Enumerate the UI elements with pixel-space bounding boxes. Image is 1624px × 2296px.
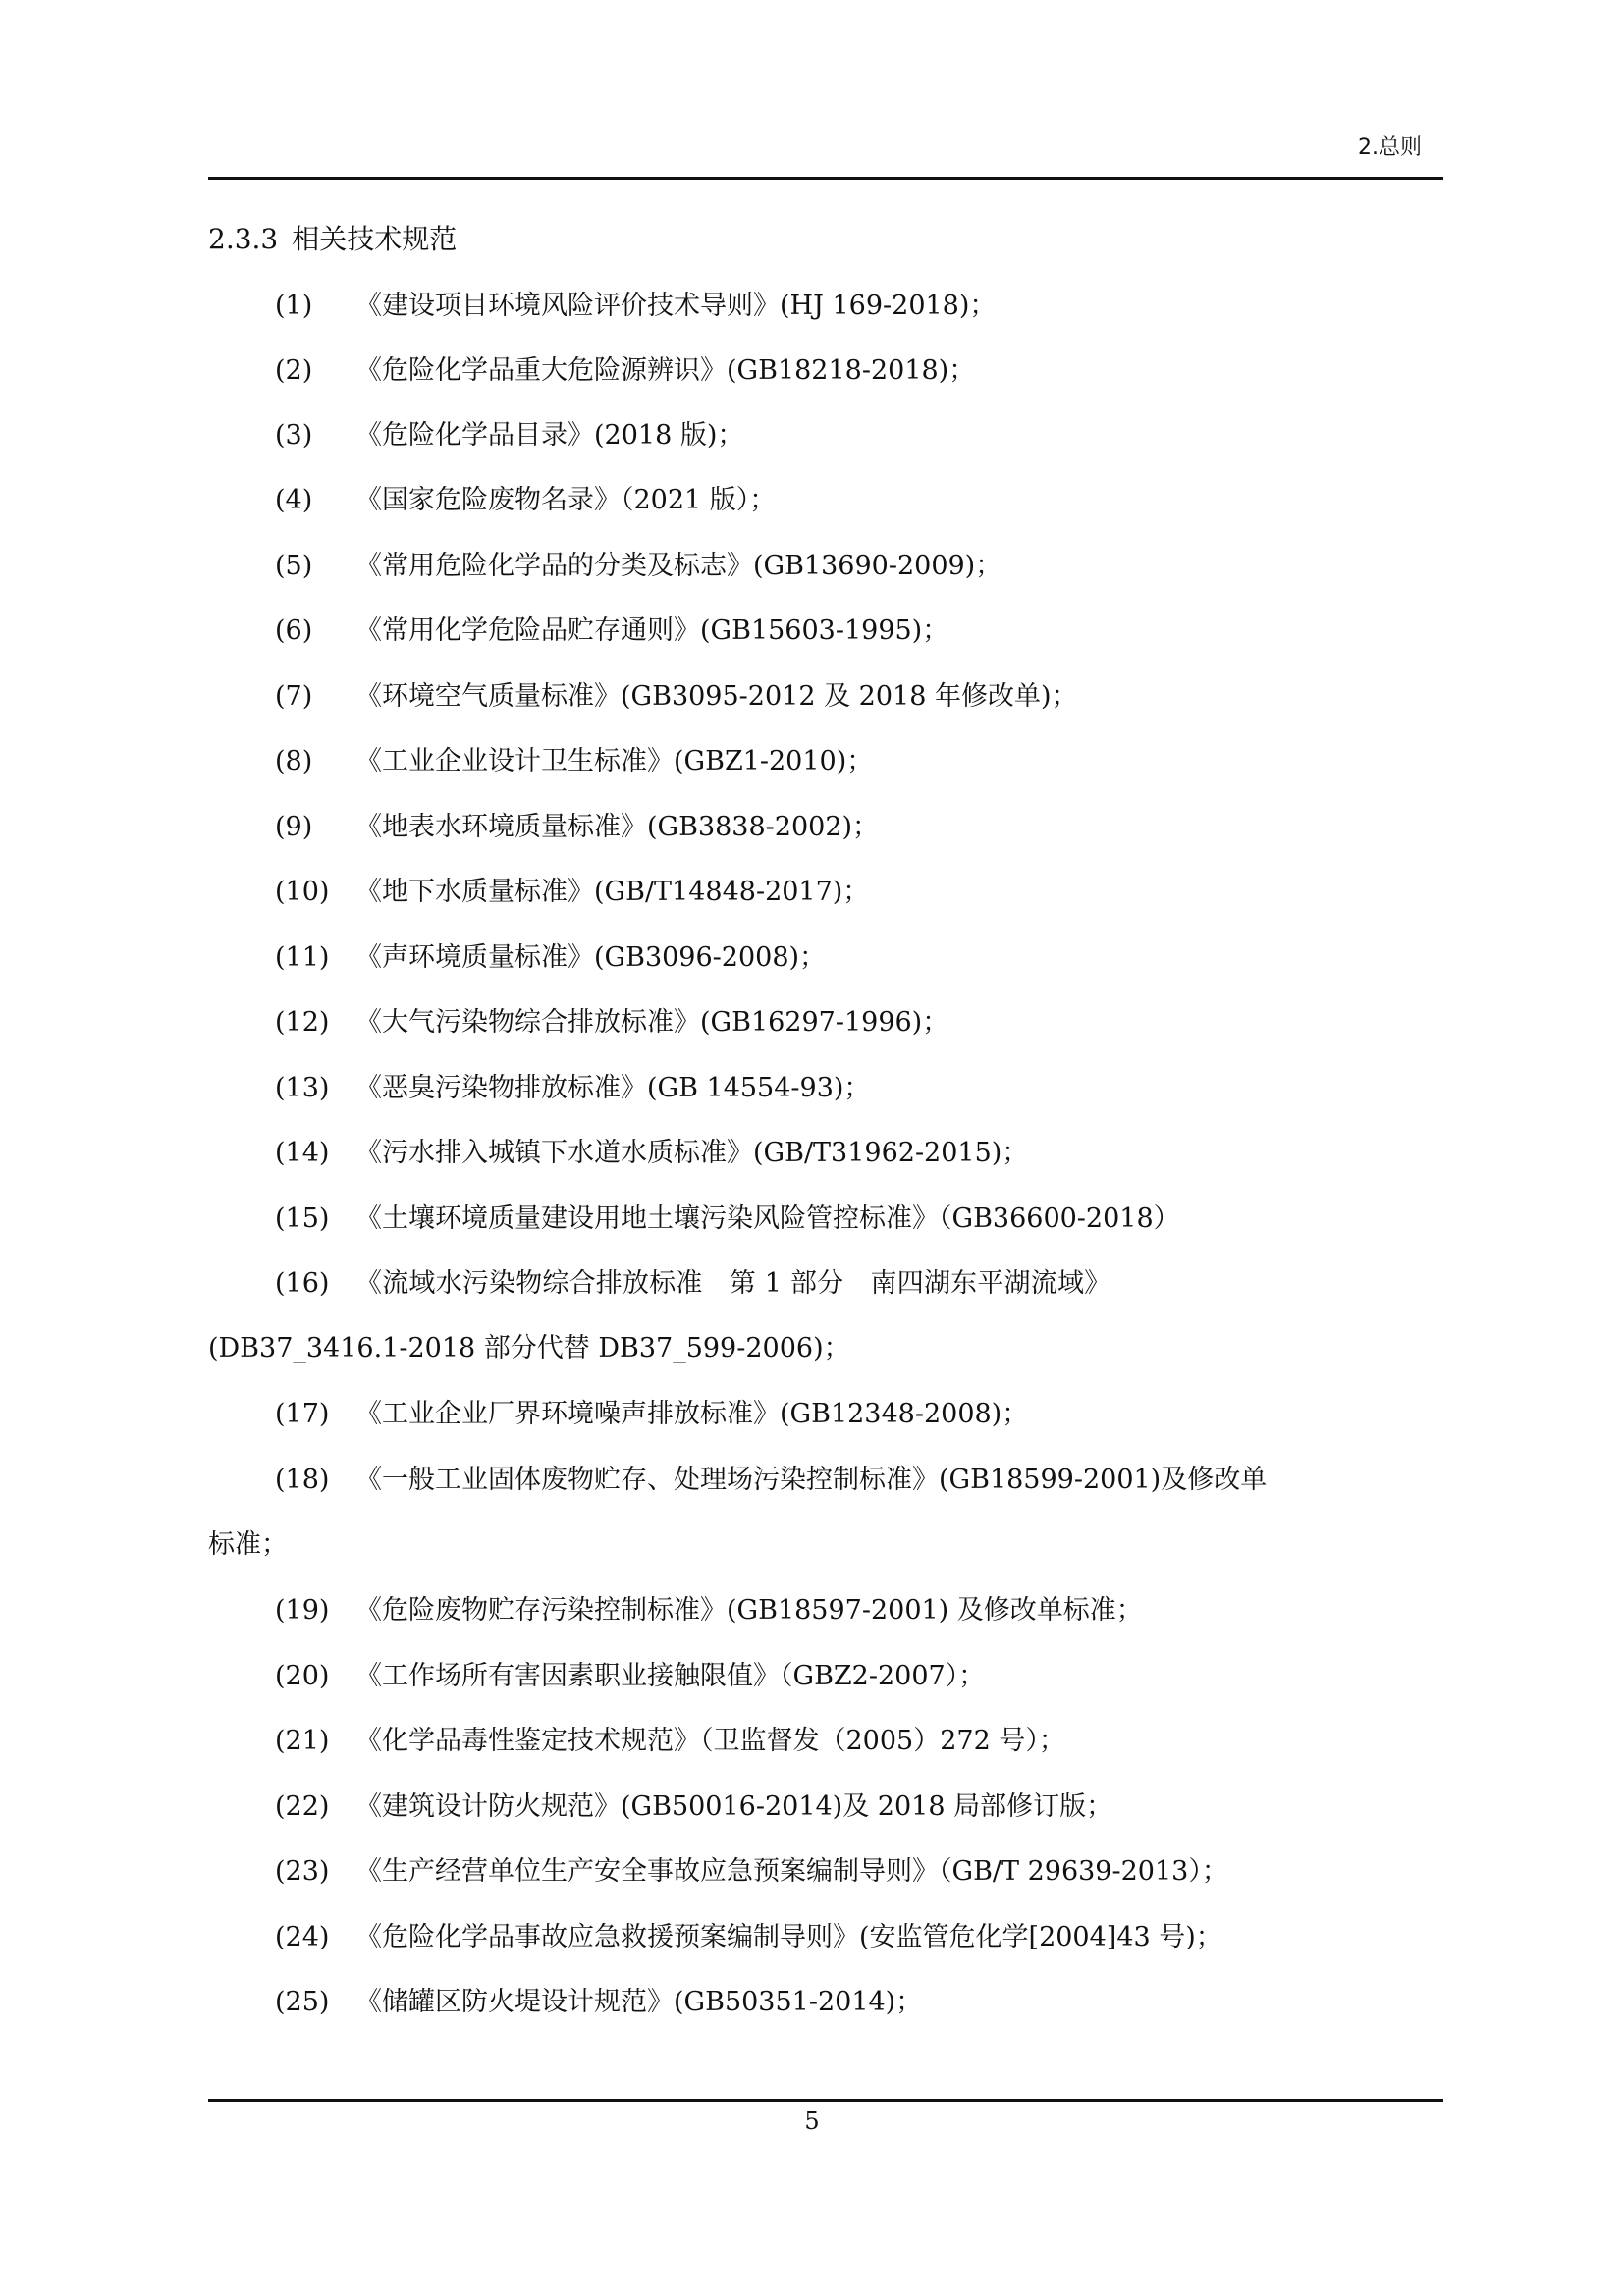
reference-text: 《地表水环境质量标准》(GB3838-2002)； xyxy=(355,812,880,842)
reference-number: (22) xyxy=(275,1791,330,1822)
reference-text: 《危险化学品重大危险源辨识》(GB18218-2018)； xyxy=(355,355,976,386)
reference-number: (17) xyxy=(275,1399,330,1429)
reference-text: 《化学品毒性鉴定技术规范》（卫监督发（2005）272 号）； xyxy=(355,1726,1065,1756)
reference-text: 《建设项目环境风险评价技术导则》(HJ 169-2018)； xyxy=(355,291,997,321)
reference-text: 《地下水质量标准》(GB/T14848-2017)； xyxy=(355,877,870,907)
section-title: 相关技术规范 xyxy=(292,223,458,255)
reference-number: (12) xyxy=(275,1007,330,1038)
reference-number: (7) xyxy=(275,681,313,712)
reference-text: 《污水排入城镇下水道水质标准》(GB/T31962-2015)； xyxy=(355,1138,1029,1168)
reference-number: (25) xyxy=(275,1987,330,2017)
reference-text: 《工业企业设计卫生标准》(GBZ1-2010)； xyxy=(355,746,874,776)
reference-text: 《大气污染物综合排放标准》(GB16297-1996)； xyxy=(355,1007,949,1038)
reference-text: 《危险化学品事故应急救援预案编制导则》(安监管危化学[2004]43 号)； xyxy=(355,1922,1222,1952)
footer-rule xyxy=(208,2099,1443,2102)
reference-text: 《声环境质量标准》(GB3096-2008)； xyxy=(355,942,827,973)
reference-number: (23) xyxy=(275,1856,330,1887)
reference-text: 《危险化学品目录》(2018 版)； xyxy=(355,420,744,451)
reference-number: (21) xyxy=(275,1726,330,1756)
reference-text: 《危险废物贮存污染控制标准》(GB18597-2001) 及修改单标准； xyxy=(355,1595,1143,1626)
header-rule xyxy=(208,177,1443,180)
reference-number: (2) xyxy=(275,355,313,386)
reference-continuation: (DB37_3416.1-2018 部分代替 DB37_599-2006)； xyxy=(208,1333,850,1363)
reference-number: (3) xyxy=(275,420,313,451)
reference-number: (24) xyxy=(275,1922,330,1952)
reference-text: 《常用化学危险品贮存通则》(GB15603-1995)； xyxy=(355,615,949,646)
reference-number: (5) xyxy=(275,551,313,581)
reference-number: (1) xyxy=(275,291,313,321)
section-number: 2.3.3 xyxy=(208,223,279,255)
reference-text: 《建筑设计防火规范》(GB50016-2014)及 2018 局部修订版； xyxy=(355,1791,1113,1822)
reference-continuation: 标准； xyxy=(208,1529,288,1560)
reference-text: 《常用危险化学品的分类及标志》(GB13690-2009)； xyxy=(355,551,1002,581)
reference-text: 《一般工业固体废物贮存、处理场污染控制标准》(GB18599-2001)及修改单 xyxy=(355,1465,1268,1495)
reference-text: 《国家危险废物名录》（2021 版）； xyxy=(355,485,777,515)
reference-number: (19) xyxy=(275,1595,330,1626)
reference-text: 《环境空气质量标准》(GB3095-2012 及 2018 年修改单)； xyxy=(355,681,1078,712)
reference-number: (6) xyxy=(275,615,313,646)
reference-text: 《工作场所有害因素职业接触限值》（GBZ2-2007）； xyxy=(355,1661,986,1691)
reference-number: (4) xyxy=(275,485,313,515)
reference-number: (15) xyxy=(275,1203,330,1234)
reference-number: (10) xyxy=(275,877,330,907)
section-heading xyxy=(208,220,457,259)
reference-text: 《流域水污染物综合排放标准 第 1 部分 南四湖东平湖流域》 xyxy=(355,1268,1111,1299)
page-number: 5 xyxy=(804,2108,820,2135)
reference-number: (8) xyxy=(275,746,313,776)
reference-number: (9) xyxy=(275,812,313,842)
running-header: 2.总则 xyxy=(1358,135,1422,160)
reference-number: (18) xyxy=(275,1465,330,1495)
reference-text: 《工业企业厂界环境噪声排放标准》(GB12348-2008)； xyxy=(355,1399,1029,1429)
reference-number: (14) xyxy=(275,1138,330,1168)
reference-text: 《生产经营单位生产安全事故应急预案编制导则》（GB/T 29639-2013）； xyxy=(355,1856,1228,1887)
reference-number: (11) xyxy=(275,942,330,973)
reference-text: 《土壤环境质量建设用地土壤污染风险管控标准》（GB36600-2018） xyxy=(355,1203,1180,1234)
reference-text: 《储罐区防火堤设计规范》(GB50351-2014)； xyxy=(355,1987,923,2017)
reference-number: (16) xyxy=(275,1268,330,1299)
reference-number: (20) xyxy=(275,1661,330,1691)
reference-text: 《恶臭污染物排放标准》(GB 14554-93)； xyxy=(355,1073,871,1103)
reference-number: (13) xyxy=(275,1073,330,1103)
